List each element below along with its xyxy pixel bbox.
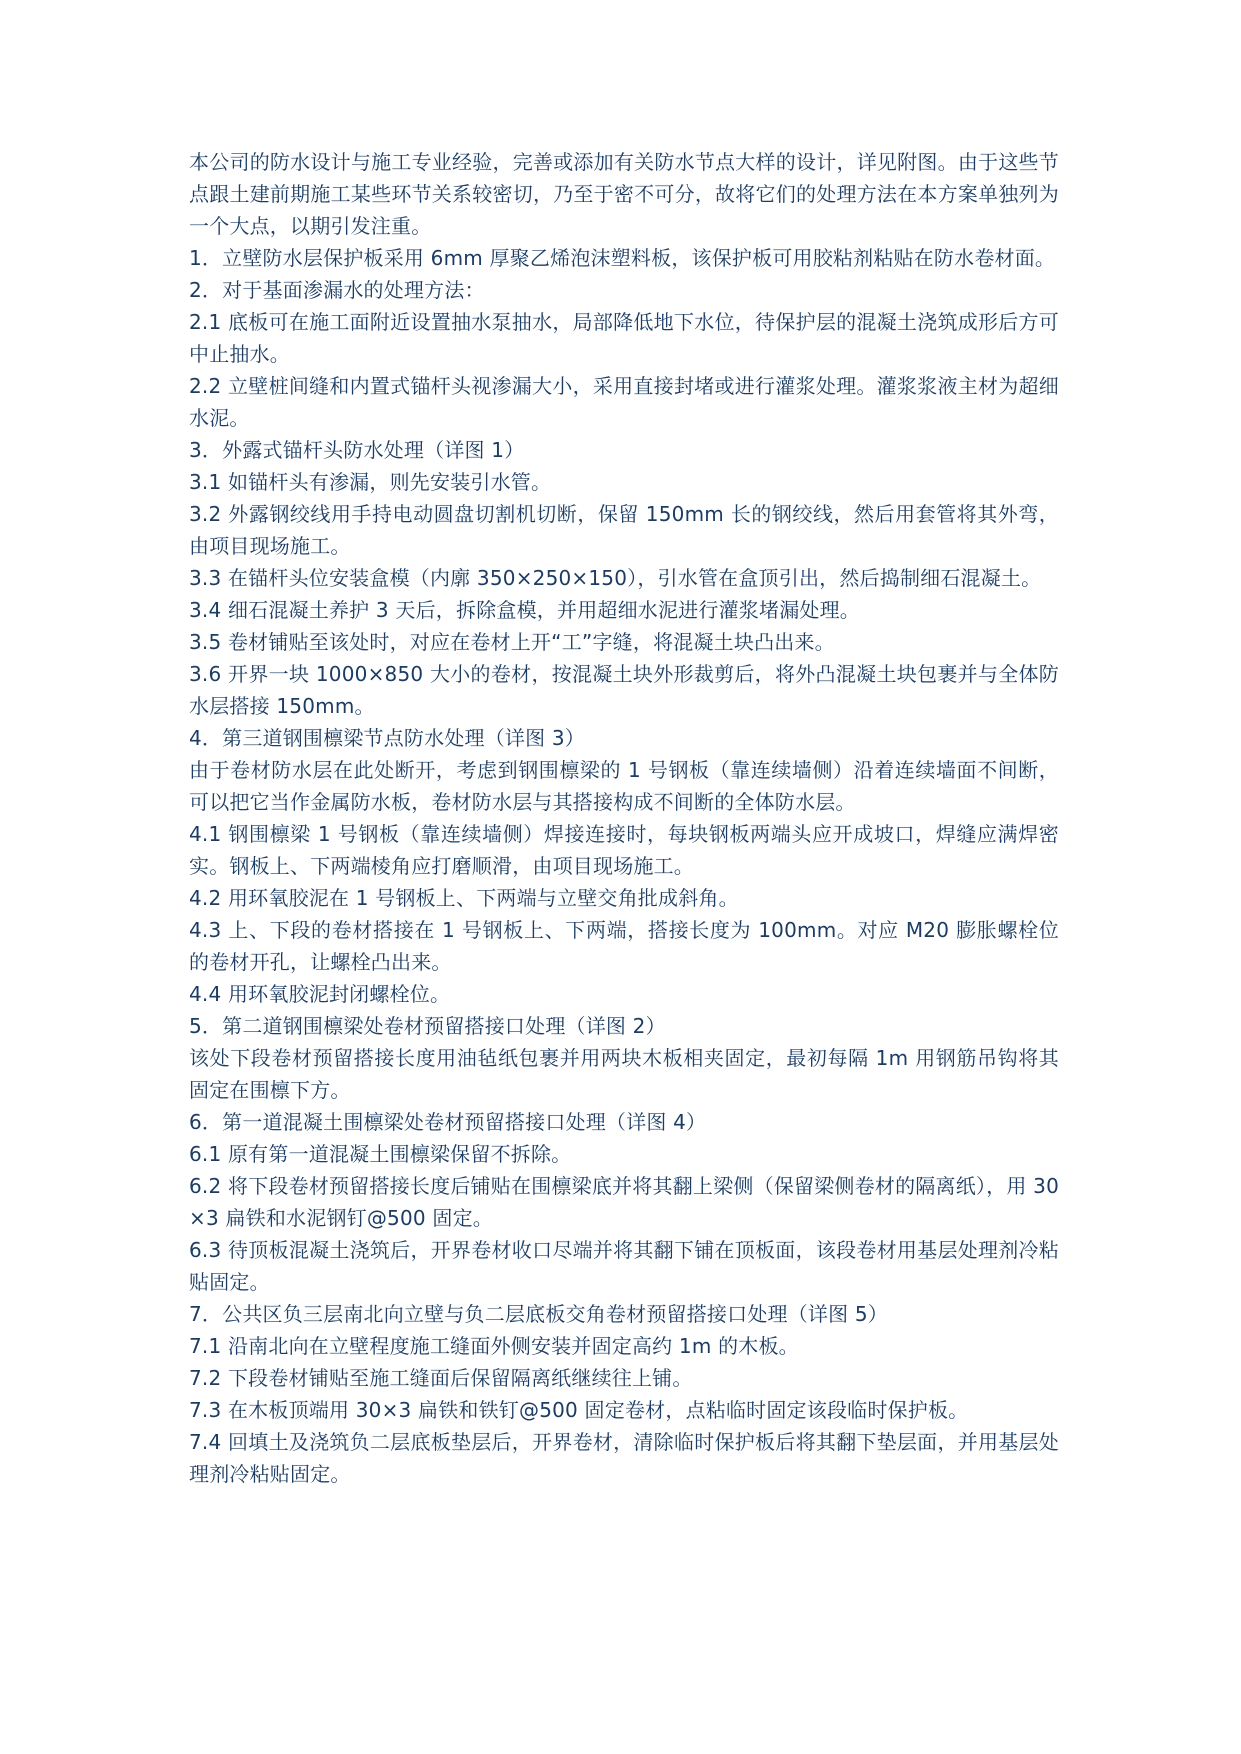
item-6-2: 6.2 将下段卷材预留搭接长度后铺贴在围檩梁底并将其翻上梁侧（保留梁侧卷材的隔离纸），用 30×3 扁铁和水泥钢钉@500 固定。 [189,1174,1059,1230]
item-4-heading: 4．第三道钢围檩梁节点防水处理（详图 3） [189,726,586,750]
item-2-2: 2.2 立壁桩间缝和内置式锚杆头视渗漏大小，采用直接封堵或进行灌浆处理。灌浆浆液主材为超细水泥。 [189,374,1059,430]
item-7-2: 7.2 下段卷材铺贴至施工缝面后保留隔离纸继续往上铺。 [189,1366,693,1390]
item-6-1: 6.1 原有第一道混凝土围檩梁保留不拆除。 [189,1142,572,1166]
item-3-2: 3.2 外露钢绞线用手持电动圆盘切割机切断，保留 150mm 长的钢绞线，然后用套管将其外弯，由项目现场施工。 [189,502,1059,558]
item-5-heading: 5．第二道钢围檩梁处卷材预留搭接口处理（详图 2） [189,1014,666,1038]
document-body [189,146,1059,1490]
item-4-2: 4.2 用环氧胶泥在 1 号钢板上、下两端与立壁交角批成斜角。 [189,886,739,910]
item-3-3: 3.3 在锚杆头位安装盒模（内廓 350×250×150），引水管在盒顶引出，然后捣制细石混凝土。 [189,566,1042,590]
item-3-heading: 3．外露式锚杆头防水处理（详图 1） [189,438,525,462]
item-5-body: 该处下段卷材预留搭接长度用油毡纸包裹并用两块木板相夹固定，最初每隔 1m 用钢筋吊钩将其固定在围檩下方。 [189,1046,1059,1102]
item-4-1: 4.1 钢围檩梁 1 号钢板（靠连续墙侧）焊接连接时，每块钢板两端头应开成坡口，焊缝应满焊密实。钢板上、下两端棱角应打磨顺滑，由项目现场施工。 [189,822,1059,878]
item-7-1: 7.1 沿南北向在立壁程度施工缝面外侧安装并固定高约 1m 的木板。 [189,1334,799,1358]
item-4-intro: 由于卷材防水层在此处断开，考虑到钢围檩梁的 1 号钢板（靠连续墙侧）沿着连续墙面不间断，可以把它当作金属防水板，卷材防水层与其搭接构成不间断的全体防水层。 [189,758,1059,814]
item-3-1: 3.1 如锚杆头有渗漏，则先安装引水管。 [189,470,552,494]
item-6-heading: 6．第一道混凝土围檩梁处卷材预留搭接口处理（详图 4） [189,1110,707,1134]
item-1: 1．立壁防水层保护板采用 6mm 厚聚乙烯泡沫塑料板，该保护板可用胶粘剂粘贴在防水卷材面。 [189,246,1056,270]
item-7-4: 7.4 回填土及浇筑负二层底板垫层后，开界卷材，清除临时保护板后将其翻下垫层面，并用基层处理剂冷粘贴固定。 [189,1430,1059,1486]
item-3-4: 3.4 细石混凝土养护 3 天后，拆除盒模，并用超细水泥进行灌浆堵漏处理。 [189,598,861,622]
item-4-4: 4.4 用环氧胶泥封闭螺栓位。 [189,982,451,1006]
intro-paragraph: 本公司的防水设计与施工专业经验，完善或添加有关防水节点大样的设计，详见附图。由于这些节点跟土建前期施工某些环节关系较密切，乃至于密不可分，故将它们的处理方法在本方案单独列为一个大点，以期引发注重。 [189,150,1059,238]
item-6-3: 6.3 待顶板混凝土浇筑后，开界卷材收口尽端并将其翻下铺在顶板面，该段卷材用基层处理剂冷粘贴固定。 [189,1238,1059,1294]
item-2-1: 2.1 底板可在施工面附近设置抽水泵抽水，局部降低地下水位，待保护层的混凝土浇筑成形后方可中止抽水。 [189,310,1059,366]
item-4-3: 4.3 上、下段的卷材搭接在 1 号钢板上、下两端，搭接长度为 100mm。对应 M20 膨胀螺栓位的卷材开孔，让螺栓凸出来。 [189,918,1059,974]
item-7-heading: 7．公共区负三层南北向立壁与负二层底板交角卷材预留搭接口处理（详图 5） [189,1302,889,1326]
item-3-5: 3.5 卷材铺贴至该处时，对应在卷材上开“工”字缝，将混凝土块凸出来。 [189,630,835,654]
item-7-3: 7.3 在木板顶端用 30×3 扁铁和铁钉@500 固定卷材，点粘临时固定该段临时保护板。 [189,1398,969,1422]
item-3-6: 3.6 开界一块 1000×850 大小的卷材，按混凝土块外形裁剪后，将外凸混凝土块包裹并与全体防水层搭接 150mm。 [189,662,1059,718]
item-2-heading: 2．对于基面渗漏水的处理方法： [189,278,485,302]
